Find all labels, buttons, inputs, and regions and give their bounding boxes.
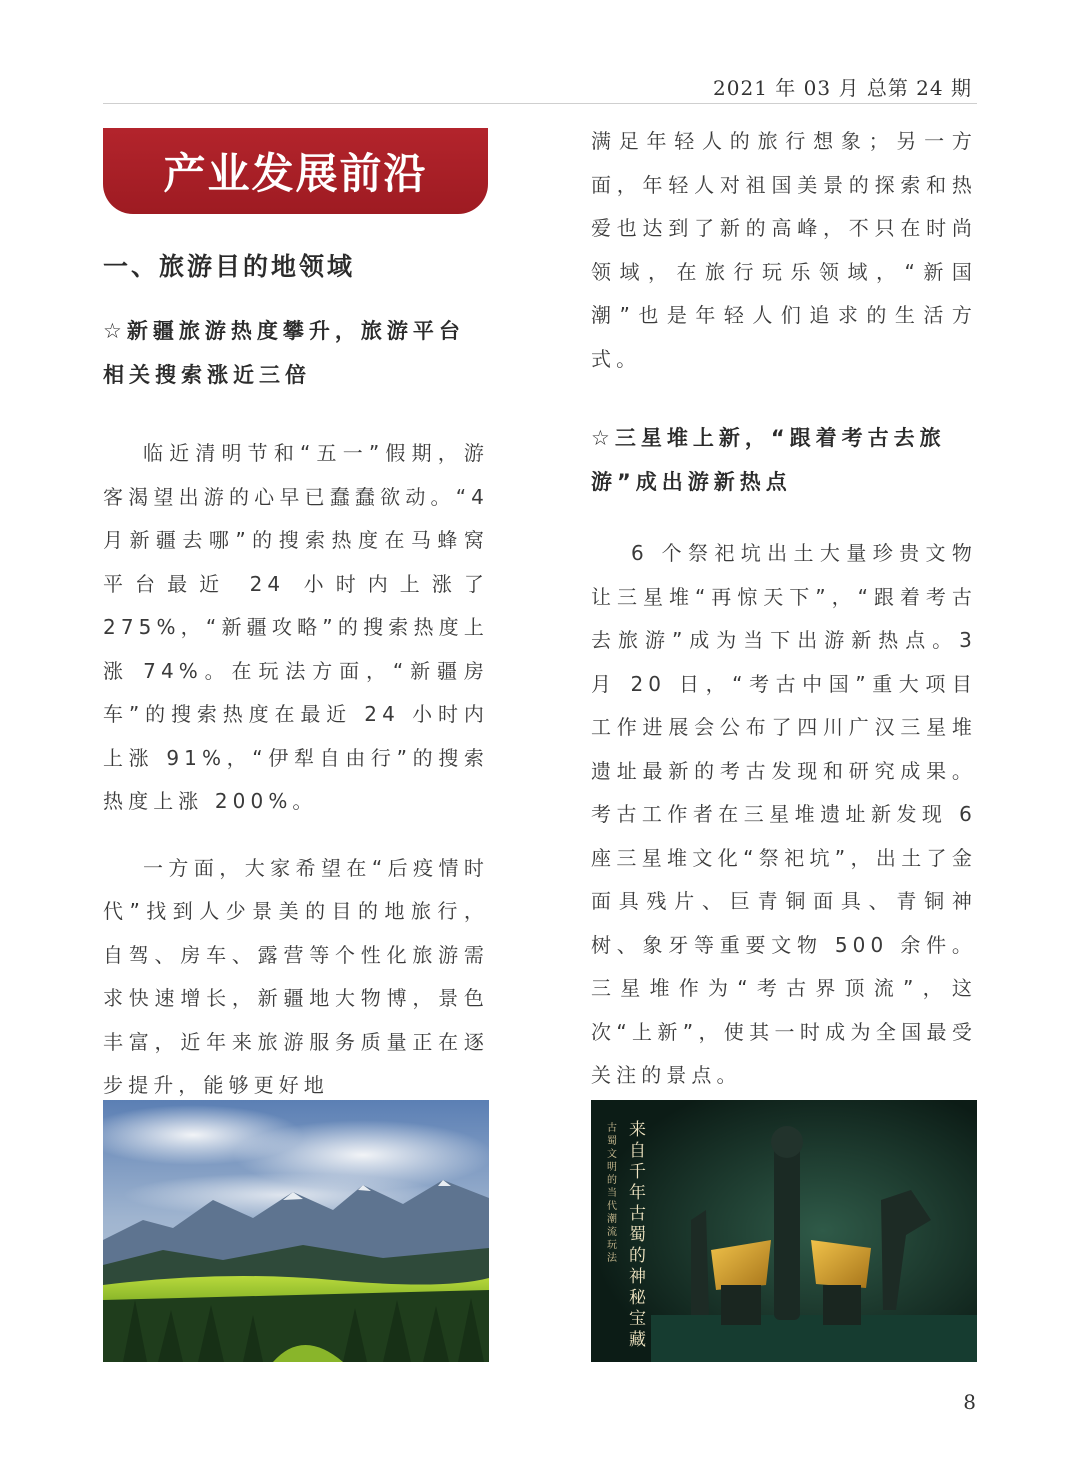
section-heading: 一、旅游目的地领域 xyxy=(103,252,356,281)
xinjiang-landscape-photo xyxy=(103,1100,489,1362)
header-divider xyxy=(103,103,977,104)
paragraph-sanxingdui: 6 个祭祀坑出土大量珍贵文物让三星堆“再惊天下”，“跟着考古去旅游”成为当下出游新热点。3 月 20 日，“考古中国”重大项目工作进展会公布了四川广汉三星堆遗址最新的考古发现和研究成果。考古工作者在三星堆遗址新发现 6 座三星堆文化“祭祀坑”，出土了金面具残片、巨青铜面具、青铜神树、象牙等重要文物 500 余件。三星堆作为“考古界顶流”，这次“上新”，使其一时成为全国最受关注的景点。 xyxy=(591,541,977,1087)
paragraph-xinjiang-search: 临近清明节和“五一”假期，游客渴望出游的心早已蠢蠢欲动。“4 月新疆去哪”的搜索热度在马蜂窝平台最近 24 小时内上涨了 275%，“新疆攻略”的搜索热度上涨 74%。在玩法方面，“新疆房车”的搜索热度在最近 24 小时内上涨 91%，“伊犁自由行”的搜索热度上涨 200%。 xyxy=(103,441,489,813)
article-subheading-xinjiang: ☆新疆旅游热度攀升，旅游平台相关搜索涨近三倍 xyxy=(103,319,465,387)
paragraph-post-pandemic: 一方面，大家希望在“后疫情时代”找到人少景美的目的地旅行，自驾、房车、露营等个性化旅游需求快速增长，新疆地大物博，景色丰富，近年来旅游服务质量正在逐步提升，能够更好地 xyxy=(103,855,489,1097)
left-column xyxy=(103,245,489,1108)
sanxingdui-artifacts-photo xyxy=(591,1100,977,1362)
paragraph-young-travelers: 满足年轻人的旅行想象；另一方面，年轻人对祖国美景的探索和热爱也达到了新的高峰，不只在时尚领域，在旅行玩乐领域，“新国潮”也是年轻人们追求的生活方式。 xyxy=(591,129,977,371)
article-subheading-sanxingdui: ☆三星堆上新，“跟着考古去旅游”成出游新热点 xyxy=(591,426,946,494)
promo-side-text: 古蜀文明的当代潮流玩法 xyxy=(607,1123,617,1264)
section-banner xyxy=(103,128,488,214)
promo-title: 来自千年古蜀的神秘宝藏 xyxy=(629,1120,646,1350)
issue-date: 2021 年 03 月 总第 24 期 xyxy=(713,76,972,100)
banner-title: 产业发展前沿 xyxy=(163,149,428,198)
right-column xyxy=(591,120,977,1098)
page-number: 8 xyxy=(963,1390,976,1414)
